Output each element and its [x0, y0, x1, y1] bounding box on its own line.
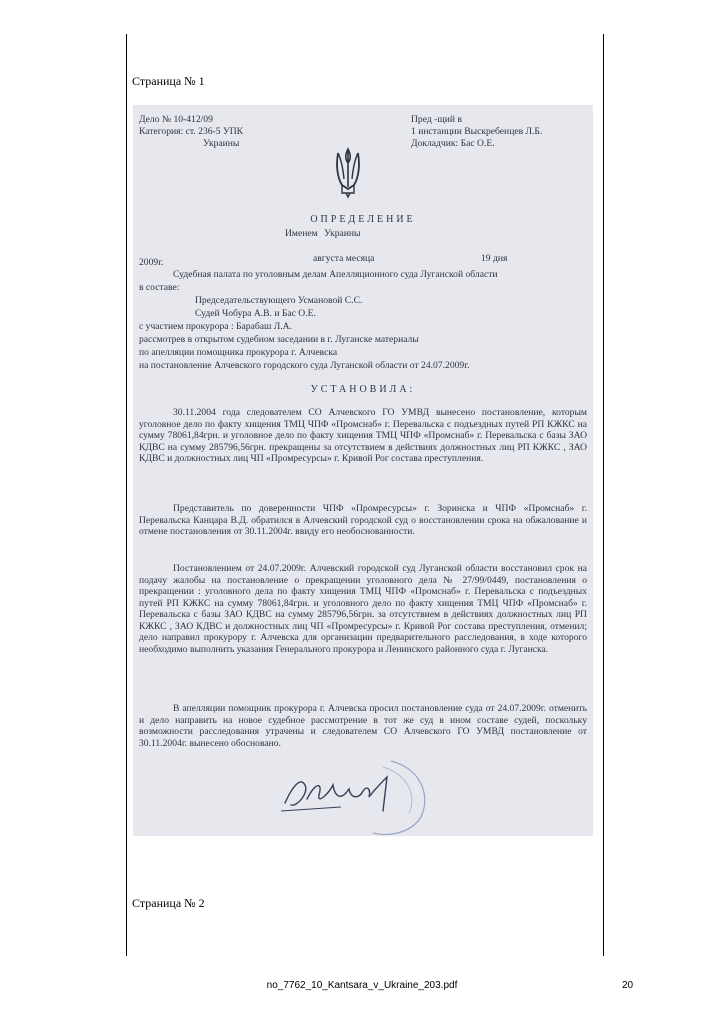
intro-line: рассмотрев в открытом судебном заседании в г. Луганске материалы: [139, 334, 419, 345]
document-title: ОПРЕДЕЛЕНИЕ: [310, 214, 416, 225]
page-label-1: Страница № 1: [132, 74, 205, 88]
established-heading: УСТАНОВИЛА:: [310, 384, 416, 395]
paragraph: [139, 703, 587, 749]
case-info: [139, 114, 243, 150]
date-month: августа месяца: [313, 253, 375, 264]
intro-line: с участием прокурора : Барабаш Л.А.: [139, 321, 292, 332]
signature-stamp-icon: [271, 755, 431, 835]
case-category: Категория: ст. 236-5 УПК: [139, 126, 244, 137]
date-year: 2009г.: [139, 257, 164, 268]
coat-of-arms-icon: [333, 145, 363, 201]
intro-line: в составе:: [139, 282, 180, 293]
paragraph: [139, 563, 587, 655]
presiding-first-instance: Пред -щий в: [411, 114, 462, 125]
intro-line: Председательствующего Усмановой С.С.: [195, 295, 363, 306]
right-margin-line: [603, 34, 604, 956]
intro-line: Судей Чобура А.В. и Бас О.Е.: [195, 308, 316, 319]
first-instance-judge: 1 инстанции Выскребенцев Л.Б.: [411, 126, 543, 137]
paragraph-text: 30.11.2004 года следователем СО Алчевского ГО УМВД вынесено постановление, которым уголовное дело по факту хищения ТМЦ ЧПФ «Промснаб» г. Перевальска с подъездных путей РП КЖКС на сумму 78061,84грн. и уголовное дело по факту хищения ТМЦ ЧПФ «Промснаб» г. Перевальска с базы ЗАО КДВС на сумму 285796,56грн. прекращены за отсутствием в действиях должностных лиц РП КЖКС , ЗАО КДВС и должностных лиц ЧП «Промресурсы» г. Кривой Рог состава преступления.: [139, 407, 587, 464]
paragraph-text: Постановлением от 24.07.2009г. Алчевский городской суд Луганской области восстановил срок на подачу жалобы на постановление о прекращении уголовного дела № 27/99/0449, постановления о прекращении : уголовного дела по факту хищения ТМЦ ЧПФ «Промснаб» г. Перевальска с подъездных путей РП КЖКС на сумму 78061,84грн. и уголовного дело по факту хищения ТМЦ ЧПФ «Промснаб» г. Перевальска с базы ЗАО КДВС на сумму 285796,56грн. за отсутствием в действиях должностных лиц РП КЖКС , ЗАО КДВС и должностных лиц ЧП «Промресурсы» г. Кривой Рог состава преступления, отменил; дело направил прокурору г. Алчевска для организации предварительного расследования, в ходе которого необходимо выполнить указания Генерального прокурора и Ленинского районного суда г. Луганска.: [139, 563, 587, 655]
paragraph: [139, 503, 587, 538]
scanned-document: [133, 105, 593, 836]
date-day: 19 дня: [481, 253, 508, 264]
rapporteur: Докладчик: Бас О.Е.: [411, 138, 495, 149]
footer-filename: no_7762_10_Kantsara_v_Ukraine_203.pdf: [266, 980, 458, 991]
case-number: Дело № 10-412/09: [139, 114, 213, 125]
paragraph: [139, 407, 587, 465]
case-category-country: Украины: [203, 138, 240, 149]
intro-line: на постановление Алчевского городского суда Луганской области от 24.07.2009г.: [139, 360, 470, 371]
intro-line: Судебная палата по уголовным делам Апелляционного суда Луганской области: [173, 269, 498, 280]
paragraph-text: В апелляции помощник прокурора г. Алчевска просил постановление суда от 24.07.2009г. отменить и дело направить на новое судебное рассмотрение в тот же суд в ином составе судей, поскольку возможности расследования утрачены и следователем СО Алчевского ГО УМВД постановление от 30.11.2004г. вынесено обосновано.: [139, 703, 587, 749]
intro-line: по апелляции помощника прокурора г. Алчевска: [139, 347, 338, 358]
document-subtitle: Именем Украины: [285, 228, 361, 239]
left-margin-line: [126, 34, 127, 956]
judges-info: [411, 114, 542, 150]
page-label-2: Страница № 2: [132, 896, 205, 910]
footer-page-number: 20: [622, 980, 634, 991]
paragraph-text: Представитель по доверенности ЧПФ «Промресурсы» г. Зоринска и ЧПФ «Промснаб» г. Перевальска Канцара В.Д. обратился в Алчевский городской суд о восстановлении срока на обжалование и отмене постановления от 30.11.2004г. ввиду его необоснованности.: [139, 503, 587, 537]
